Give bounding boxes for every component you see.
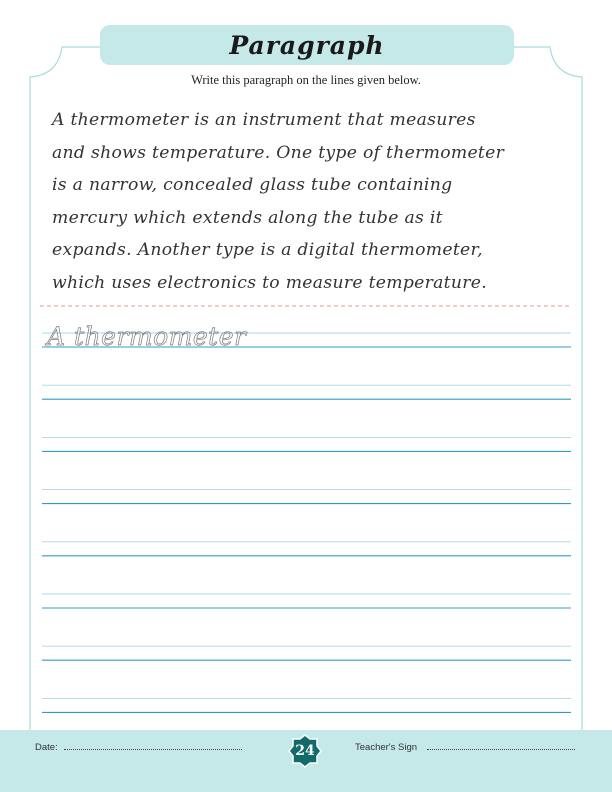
paragraph-line: expands. Another type is a digital thermometer, <box>52 240 483 260</box>
paragraph-line: mercury which extends along the tube as it <box>52 207 443 228</box>
trace-text: A thermometer <box>47 322 247 351</box>
date-line[interactable] <box>64 749 242 750</box>
paragraph-line: A thermometer is an instrument that measures <box>52 110 476 130</box>
date-label: Date: <box>35 742 58 753</box>
page-number: 24 <box>295 743 315 759</box>
paragraph-line: is a narrow, concealed glass tube containing <box>52 175 453 195</box>
page-title: Paragraph <box>229 30 385 60</box>
title-banner <box>100 25 514 65</box>
teacher-sign-label: Teacher's Sign <box>355 742 418 753</box>
paragraph-line: which uses electronics to measure temperature. <box>52 272 488 293</box>
model-paragraph <box>52 104 572 299</box>
paragraph-line: and shows temperature. One type of thermometer <box>52 142 505 163</box>
teacher-sign-line[interactable] <box>427 749 575 750</box>
instruction-text: Write this paragraph on the lines given below. <box>191 73 421 87</box>
